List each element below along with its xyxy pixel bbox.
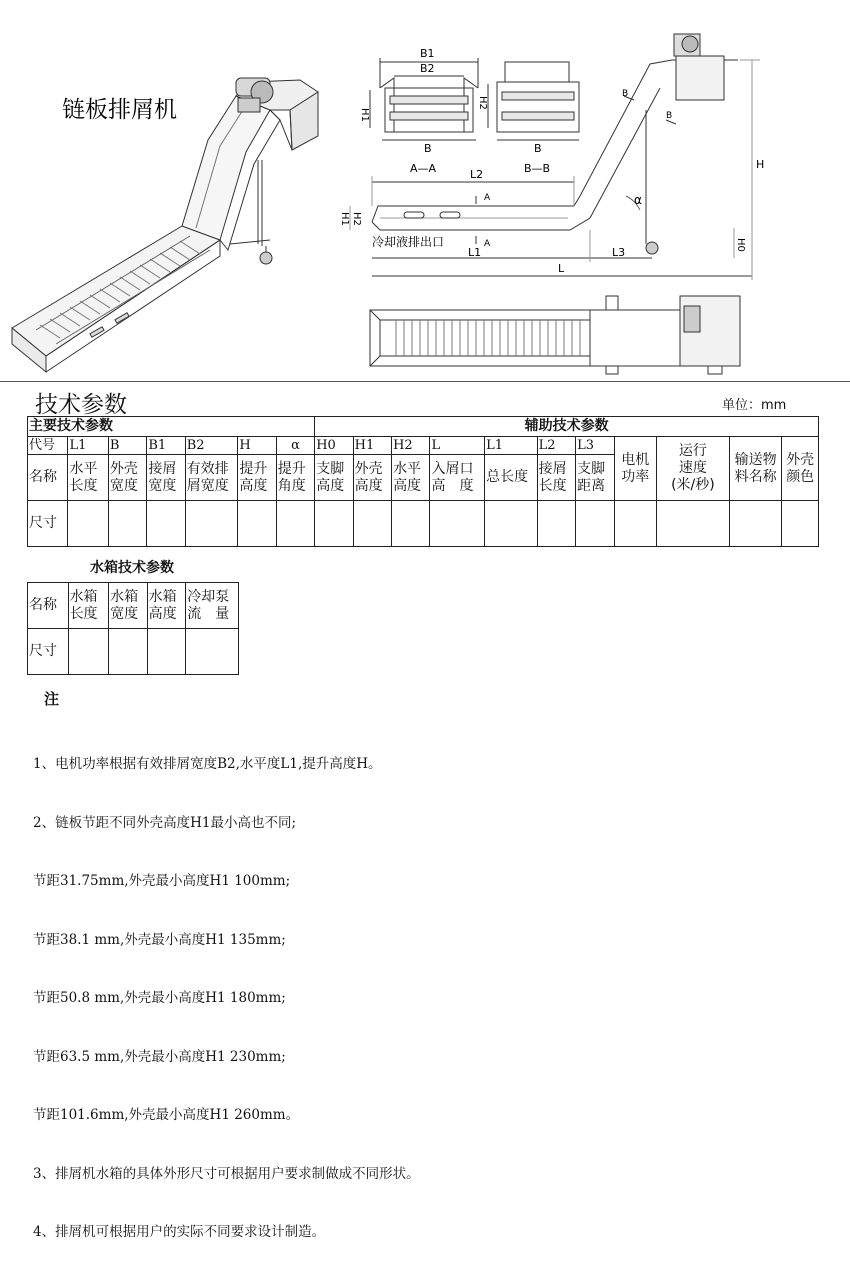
- note-line: 4、排屑机可根据用户的实际不同要求设计制造。: [33, 1224, 326, 1240]
- label-b-aa: B: [424, 142, 432, 155]
- code-cell: L2: [537, 437, 575, 455]
- name-cell: 接屑 宽度: [147, 455, 185, 501]
- label-l3: L3: [612, 246, 626, 259]
- water-name-cell: 冷却泵 流 量: [186, 583, 239, 629]
- size-cell: [782, 501, 819, 547]
- note-line: 2、链板节距不同外壳高度H1最小高也不同;: [33, 814, 296, 831]
- speed-header: 运行 速度 (米/秒): [656, 437, 729, 501]
- code-cell: L: [430, 437, 485, 455]
- code-cell: B1: [147, 437, 185, 455]
- name-cell: 入屑口 高 度: [430, 455, 485, 501]
- code-cell: L1: [485, 437, 538, 455]
- product-title-text: 链板排屑机: [62, 97, 177, 123]
- code-cell: B: [108, 437, 146, 455]
- note-line: 3、排屑机水箱的具体外形尺寸可根据用户要求制做成不同形状。: [33, 1165, 420, 1182]
- note-line: 节距63.5 mm,外壳最小高度H1 230mm;: [33, 1048, 286, 1065]
- section-divider: [0, 381, 850, 382]
- unit-label: 单位：mm: [722, 398, 787, 413]
- size-cell: [485, 501, 538, 547]
- size-cell: [276, 501, 314, 547]
- note-line: 节距50.8 mm,外壳最小高度H1 180mm;: [33, 990, 286, 1006]
- code-cell: H: [238, 437, 276, 455]
- label-alpha: α: [634, 193, 642, 207]
- label-b1: B1: [420, 47, 435, 60]
- size-cell: [392, 501, 430, 547]
- name-cell: 水平 长度: [68, 455, 108, 501]
- water-size-cell: [68, 629, 109, 675]
- material-header: 输送物 料名称: [729, 437, 782, 501]
- motor-power-header: 电机 功率: [614, 437, 656, 501]
- size-cell: [68, 501, 108, 547]
- label-l1: L1: [468, 246, 482, 259]
- code-cell: α: [276, 437, 314, 455]
- label-h2-side: H2: [351, 212, 362, 226]
- size-cell: [576, 501, 614, 547]
- note-line: 1、电机功率根据有效排屑宽度B2,水平度L1,提升高度H。: [33, 756, 382, 772]
- section-bb-drawing: [488, 62, 579, 140]
- size-label: 尺寸: [28, 501, 68, 547]
- code-cell: H1: [353, 437, 391, 455]
- code-cell: H2: [392, 437, 430, 455]
- water-tank-table: [27, 582, 239, 675]
- code-cell: 代号: [28, 437, 68, 455]
- size-cell: [729, 501, 782, 547]
- name-cell: 提升 角度: [276, 455, 314, 501]
- name-cell: 总长度: [485, 455, 538, 501]
- note-line: 节距101.6mm,外壳最小高度H1 260mm。: [33, 1107, 300, 1123]
- cut-mark-a-top: A: [484, 193, 491, 203]
- water-tank-title: 水箱技术参数: [90, 560, 174, 576]
- water-name-cell: 水箱 高度: [147, 583, 186, 629]
- code-cell: L1: [68, 437, 108, 455]
- cut-mark-a-bottom: A: [484, 239, 491, 249]
- size-cell: [185, 501, 238, 547]
- code-cell: L3: [576, 437, 614, 455]
- code-cell: H0: [315, 437, 353, 455]
- main-parameters-table: [27, 416, 819, 547]
- water-name-cell: 水箱 宽度: [109, 583, 148, 629]
- water-name-cell: 水箱 长度: [68, 583, 109, 629]
- name-cell: 接屑 长度: [537, 455, 575, 501]
- size-cell: [430, 501, 485, 547]
- notes-list: [33, 716, 420, 1262]
- color-header: 外壳 颜色: [782, 437, 819, 501]
- name-cell: 水平 高度: [392, 455, 430, 501]
- notes-header: 注: [44, 690, 60, 708]
- size-cell: [656, 501, 729, 547]
- label-h1-aa: H1: [359, 108, 370, 122]
- plan-view-drawing: [370, 296, 740, 374]
- label-h0: H0: [735, 238, 746, 252]
- name-cell: 提升 高度: [238, 455, 276, 501]
- cut-mark-b-bottom: B: [666, 111, 673, 121]
- label-section-aa: A—A: [410, 162, 437, 175]
- label-b2: B2: [420, 62, 435, 75]
- label-h2-bb: H2: [477, 96, 488, 110]
- name-cell: 有效排 屑宽度: [185, 455, 238, 501]
- label-section-bb: B—B: [524, 162, 551, 175]
- name-cell: 外壳 高度: [353, 455, 391, 501]
- main-params-header: 主要技术参数: [28, 417, 315, 437]
- size-cell: [614, 501, 656, 547]
- water-size-cell: [186, 629, 239, 675]
- water-size-label: 尺寸: [28, 629, 69, 675]
- name-cell: 支脚 距离: [576, 455, 614, 501]
- label-l2: L2: [470, 168, 484, 181]
- size-cell: [353, 501, 391, 547]
- size-cell: [537, 501, 575, 547]
- label-h: H: [756, 158, 765, 171]
- label-l: L: [558, 262, 565, 275]
- name-cell: 外壳 宽度: [108, 455, 146, 501]
- aux-params-header: 辅助技术参数: [315, 417, 819, 437]
- label-b-bb: B: [534, 142, 542, 155]
- section-title: 技术参数: [35, 392, 127, 418]
- label-coolant-outlet: 冷却液排出口: [372, 235, 445, 249]
- water-name-label: 名称: [28, 583, 69, 629]
- code-cell: B2: [185, 437, 238, 455]
- size-cell: [147, 501, 185, 547]
- name-cell: 支脚 高度: [315, 455, 353, 501]
- water-size-cell: [109, 629, 148, 675]
- note-line: 节距38.1 mm,外壳最小高度H1 135mm;: [33, 931, 286, 948]
- water-size-cell: [147, 629, 186, 675]
- size-cell: [315, 501, 353, 547]
- name-cell: 名称: [28, 455, 68, 501]
- technical-drawings: [0, 0, 850, 380]
- size-cell: [238, 501, 276, 547]
- cut-mark-b-top: B: [622, 89, 629, 99]
- label-h1-side: H1: [339, 212, 350, 226]
- size-cell: [108, 501, 146, 547]
- note-line: 节距31.75mm,外壳最小高度H1 100mm;: [33, 873, 291, 889]
